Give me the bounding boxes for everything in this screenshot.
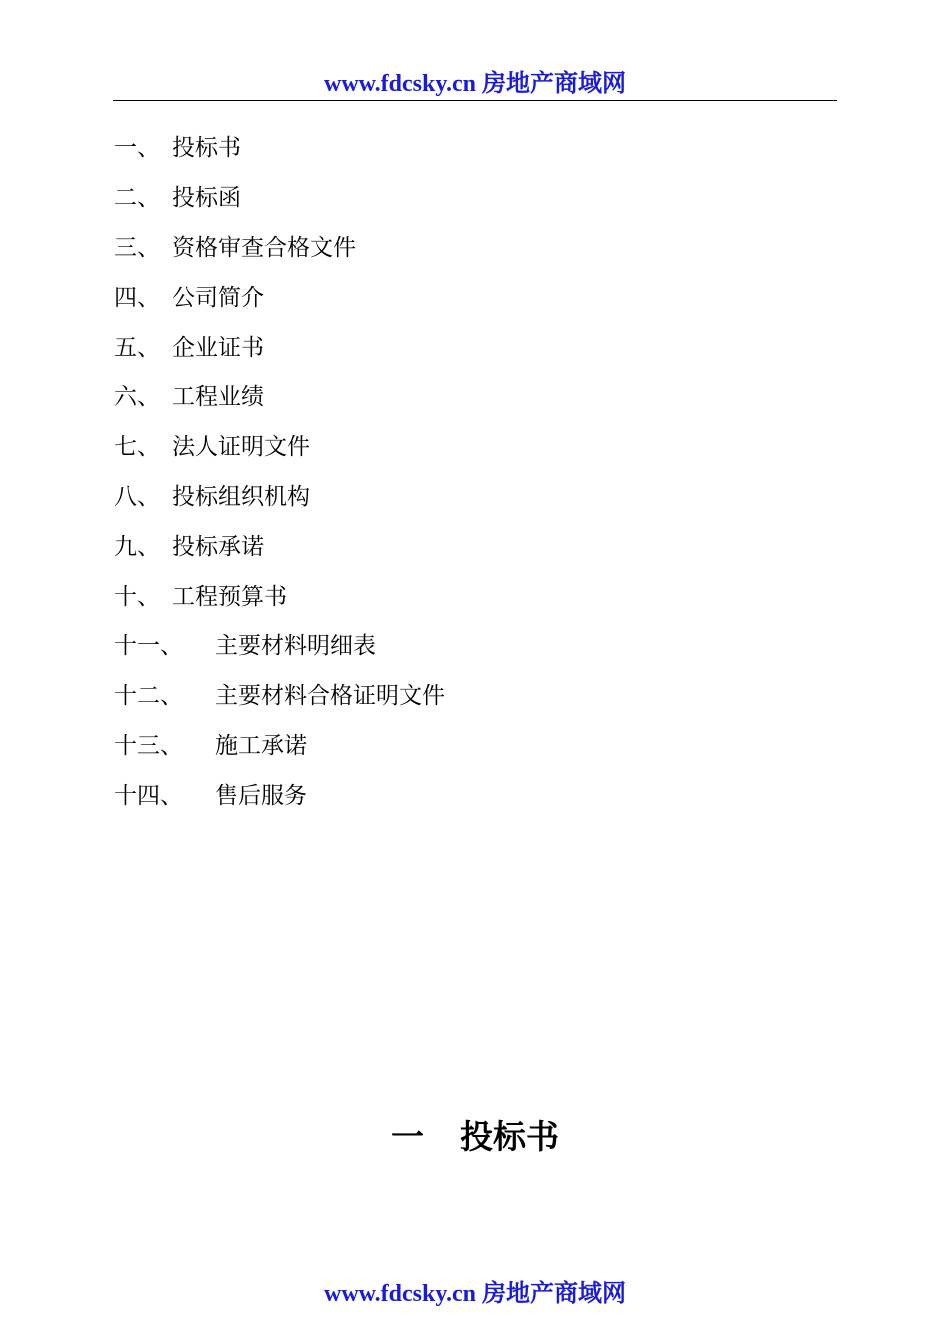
toc-item: [114, 470, 445, 520]
toc-number: 二、: [114, 185, 160, 212]
toc-number: 十三、: [114, 732, 183, 759]
page-header: www.fdcsky.cn 房地产商域网: [323, 71, 627, 97]
toc-number: 四、: [114, 284, 160, 311]
toc-number: 五、: [114, 334, 160, 361]
toc-item: [114, 519, 445, 569]
toc-number: 六、: [114, 384, 160, 411]
toc-number: 七、: [114, 434, 160, 461]
toc-item: [114, 171, 445, 221]
toc-title: 资格审查合格文件: [172, 234, 356, 261]
toc-item: [114, 320, 445, 370]
table-of-contents: [114, 121, 445, 818]
toc-title: 投标书: [172, 135, 241, 162]
toc-number: 十二、: [114, 683, 183, 710]
toc-title: 企业证书: [172, 334, 264, 361]
toc-item: [114, 270, 445, 320]
toc-number: 十四、: [114, 782, 183, 809]
toc-item: [114, 420, 445, 470]
toc-number: 三、: [114, 234, 160, 261]
toc-item: [114, 719, 445, 769]
toc-title: 售后服务: [215, 782, 307, 809]
toc-item: [114, 768, 445, 818]
toc-item: [114, 370, 445, 420]
toc-title: 工程预算书: [172, 583, 287, 610]
toc-item: [114, 221, 445, 271]
toc-number: 八、: [114, 483, 160, 510]
toc-number: 十一、: [114, 633, 183, 660]
toc-title: 投标组织机构: [172, 483, 310, 510]
toc-title: 投标承诺: [172, 533, 264, 560]
toc-title: 主要材料明细表: [215, 633, 376, 660]
toc-title: 施工承诺: [215, 732, 307, 759]
toc-number: 一、: [114, 135, 160, 162]
toc-title: 法人证明文件: [172, 434, 310, 461]
toc-title: 公司简介: [172, 284, 264, 311]
section-title-text: 投标书: [460, 1117, 559, 1156]
toc-title: 投标函: [172, 185, 241, 212]
toc-title: 主要材料合格证明文件: [215, 683, 445, 710]
toc-title: 工程业绩: [172, 384, 264, 411]
toc-item: [114, 669, 445, 719]
page-footer: www.fdcsky.cn 房地产商域网: [323, 1281, 627, 1307]
section-heading: [0, 1112, 950, 1162]
section-number: 一: [391, 1117, 424, 1156]
toc-item: [114, 619, 445, 669]
header-divider: [113, 100, 837, 101]
toc-item: [114, 121, 445, 171]
toc-number: 十、: [114, 583, 160, 610]
toc-number: 九、: [114, 533, 160, 560]
toc-item: [114, 569, 445, 619]
